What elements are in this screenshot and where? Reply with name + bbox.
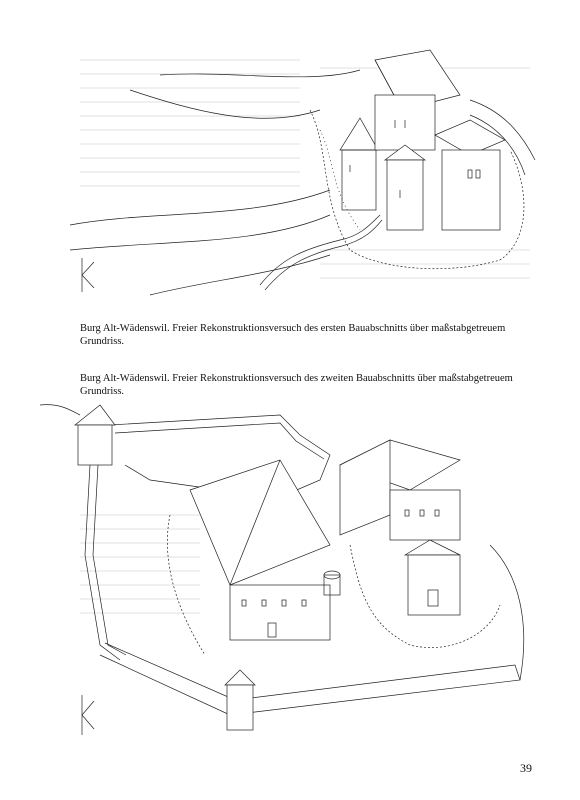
corner-tower xyxy=(225,670,255,730)
keep xyxy=(435,120,505,230)
rocky-slope xyxy=(320,130,360,230)
figure-caption-second-phase: Burg Alt-Wädenswil. Freier Rekonstruktionsversuch des zweiten Bauabschnitts über maßstabgetreuem Grundriss. xyxy=(80,373,513,397)
west-wall xyxy=(85,465,126,660)
river-bank xyxy=(40,405,80,415)
hill-contour xyxy=(150,255,330,295)
residential-block xyxy=(340,440,460,540)
hill-contour xyxy=(130,90,320,118)
figure-caption-first-phase: Burg Alt-Wädenswil. Freier Rekonstruktionsversuch des ersten Bauabschnitts über maßstabgetreuem Grundriss. xyxy=(80,323,506,347)
hill-contour xyxy=(70,215,330,250)
gate-tower xyxy=(75,405,115,465)
small-tower xyxy=(405,540,460,615)
round-tower xyxy=(340,118,378,210)
approach-road xyxy=(265,220,382,290)
compass-rose xyxy=(82,695,94,735)
hall-building xyxy=(190,460,330,640)
compass-rose xyxy=(82,258,94,292)
page-number: 39 xyxy=(520,761,532,775)
reconstruction-drawing-first-phase xyxy=(30,40,550,315)
reconstruction-drawing-second-phase xyxy=(30,395,550,755)
small-tower xyxy=(385,145,425,230)
hill-contour xyxy=(70,190,330,225)
show-through-texture xyxy=(80,515,200,613)
